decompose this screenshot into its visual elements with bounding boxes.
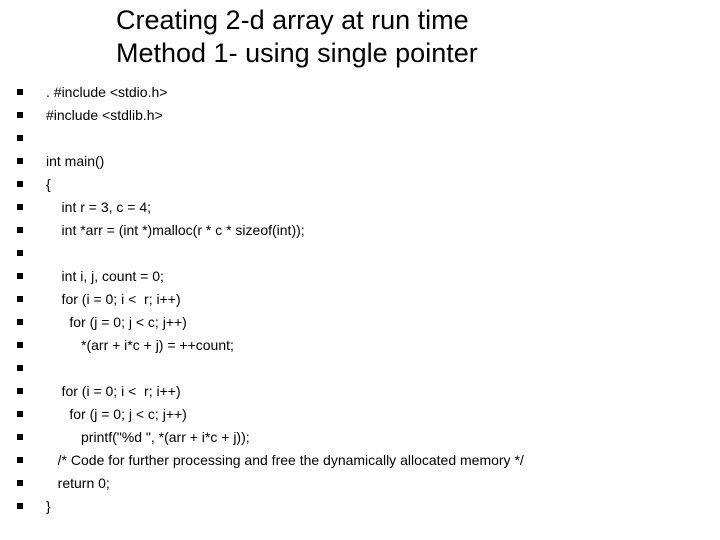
square-bullet-icon bbox=[17, 273, 23, 279]
code-line bbox=[0, 357, 720, 380]
square-bullet-icon bbox=[17, 480, 23, 486]
code-line-text: { bbox=[46, 176, 51, 192]
square-bullet-icon bbox=[17, 457, 23, 463]
square-bullet-icon bbox=[17, 112, 23, 118]
square-bullet-icon bbox=[17, 204, 23, 210]
code-line-text: int *arr = (int *)malloc(r * c * sizeof(int)); bbox=[46, 222, 305, 238]
code-line-text: /* Code for further processing and free the dynamically allocated memory */ bbox=[46, 452, 524, 468]
code-line-text: return 0; bbox=[46, 475, 110, 491]
code-line bbox=[0, 472, 720, 495]
slide-title-line-1: Creating 2-d array at run time bbox=[116, 5, 469, 35]
code-line-text: #include <stdlib.h> bbox=[46, 107, 163, 123]
square-bullet-icon bbox=[17, 296, 23, 302]
square-bullet-icon bbox=[17, 135, 23, 141]
code-line bbox=[0, 380, 720, 403]
code-line-text: int i, j, count = 0; bbox=[46, 268, 164, 284]
code-line bbox=[0, 334, 720, 357]
code-line bbox=[0, 426, 720, 449]
code-listing bbox=[0, 81, 720, 518]
code-line bbox=[0, 127, 720, 150]
square-bullet-icon bbox=[17, 365, 23, 371]
slide-title bbox=[116, 4, 716, 70]
code-line-text: int r = 3, c = 4; bbox=[46, 199, 152, 215]
code-line bbox=[0, 449, 720, 472]
square-bullet-icon bbox=[17, 319, 23, 325]
code-line bbox=[0, 403, 720, 426]
square-bullet-icon bbox=[17, 434, 23, 440]
square-bullet-icon bbox=[17, 227, 23, 233]
code-line bbox=[0, 265, 720, 288]
code-line bbox=[0, 495, 720, 518]
code-line-text: for (i = 0; i < r; i++) bbox=[46, 383, 181, 399]
slide-title-line-2: Method 1- using single pointer bbox=[116, 38, 478, 68]
code-line bbox=[0, 104, 720, 127]
square-bullet-icon bbox=[17, 181, 23, 187]
square-bullet-icon bbox=[17, 158, 23, 164]
code-line bbox=[0, 196, 720, 219]
code-line-text: . #include <stdio.h> bbox=[46, 84, 168, 100]
square-bullet-icon bbox=[17, 388, 23, 394]
code-line bbox=[0, 311, 720, 334]
code-line bbox=[0, 81, 720, 104]
code-line-text: for (i = 0; i < r; i++) bbox=[46, 291, 181, 307]
code-line-text: } bbox=[46, 498, 51, 514]
code-line-text: for (j = 0; j < c; j++) bbox=[46, 406, 187, 422]
code-line bbox=[0, 219, 720, 242]
code-line bbox=[0, 242, 720, 265]
square-bullet-icon bbox=[17, 89, 23, 95]
code-line-text: for (j = 0; j < c; j++) bbox=[46, 314, 187, 330]
code-line bbox=[0, 150, 720, 173]
square-bullet-icon bbox=[17, 250, 23, 256]
square-bullet-icon bbox=[17, 503, 23, 509]
code-line-text: printf("%d ", *(arr + i*c + j)); bbox=[46, 429, 250, 445]
code-line-text: *(arr + i*c + j) = ++count; bbox=[46, 337, 234, 353]
code-line bbox=[0, 288, 720, 311]
square-bullet-icon bbox=[17, 411, 23, 417]
square-bullet-icon bbox=[17, 342, 23, 348]
code-line bbox=[0, 173, 720, 196]
code-line-text: int main() bbox=[46, 153, 105, 169]
